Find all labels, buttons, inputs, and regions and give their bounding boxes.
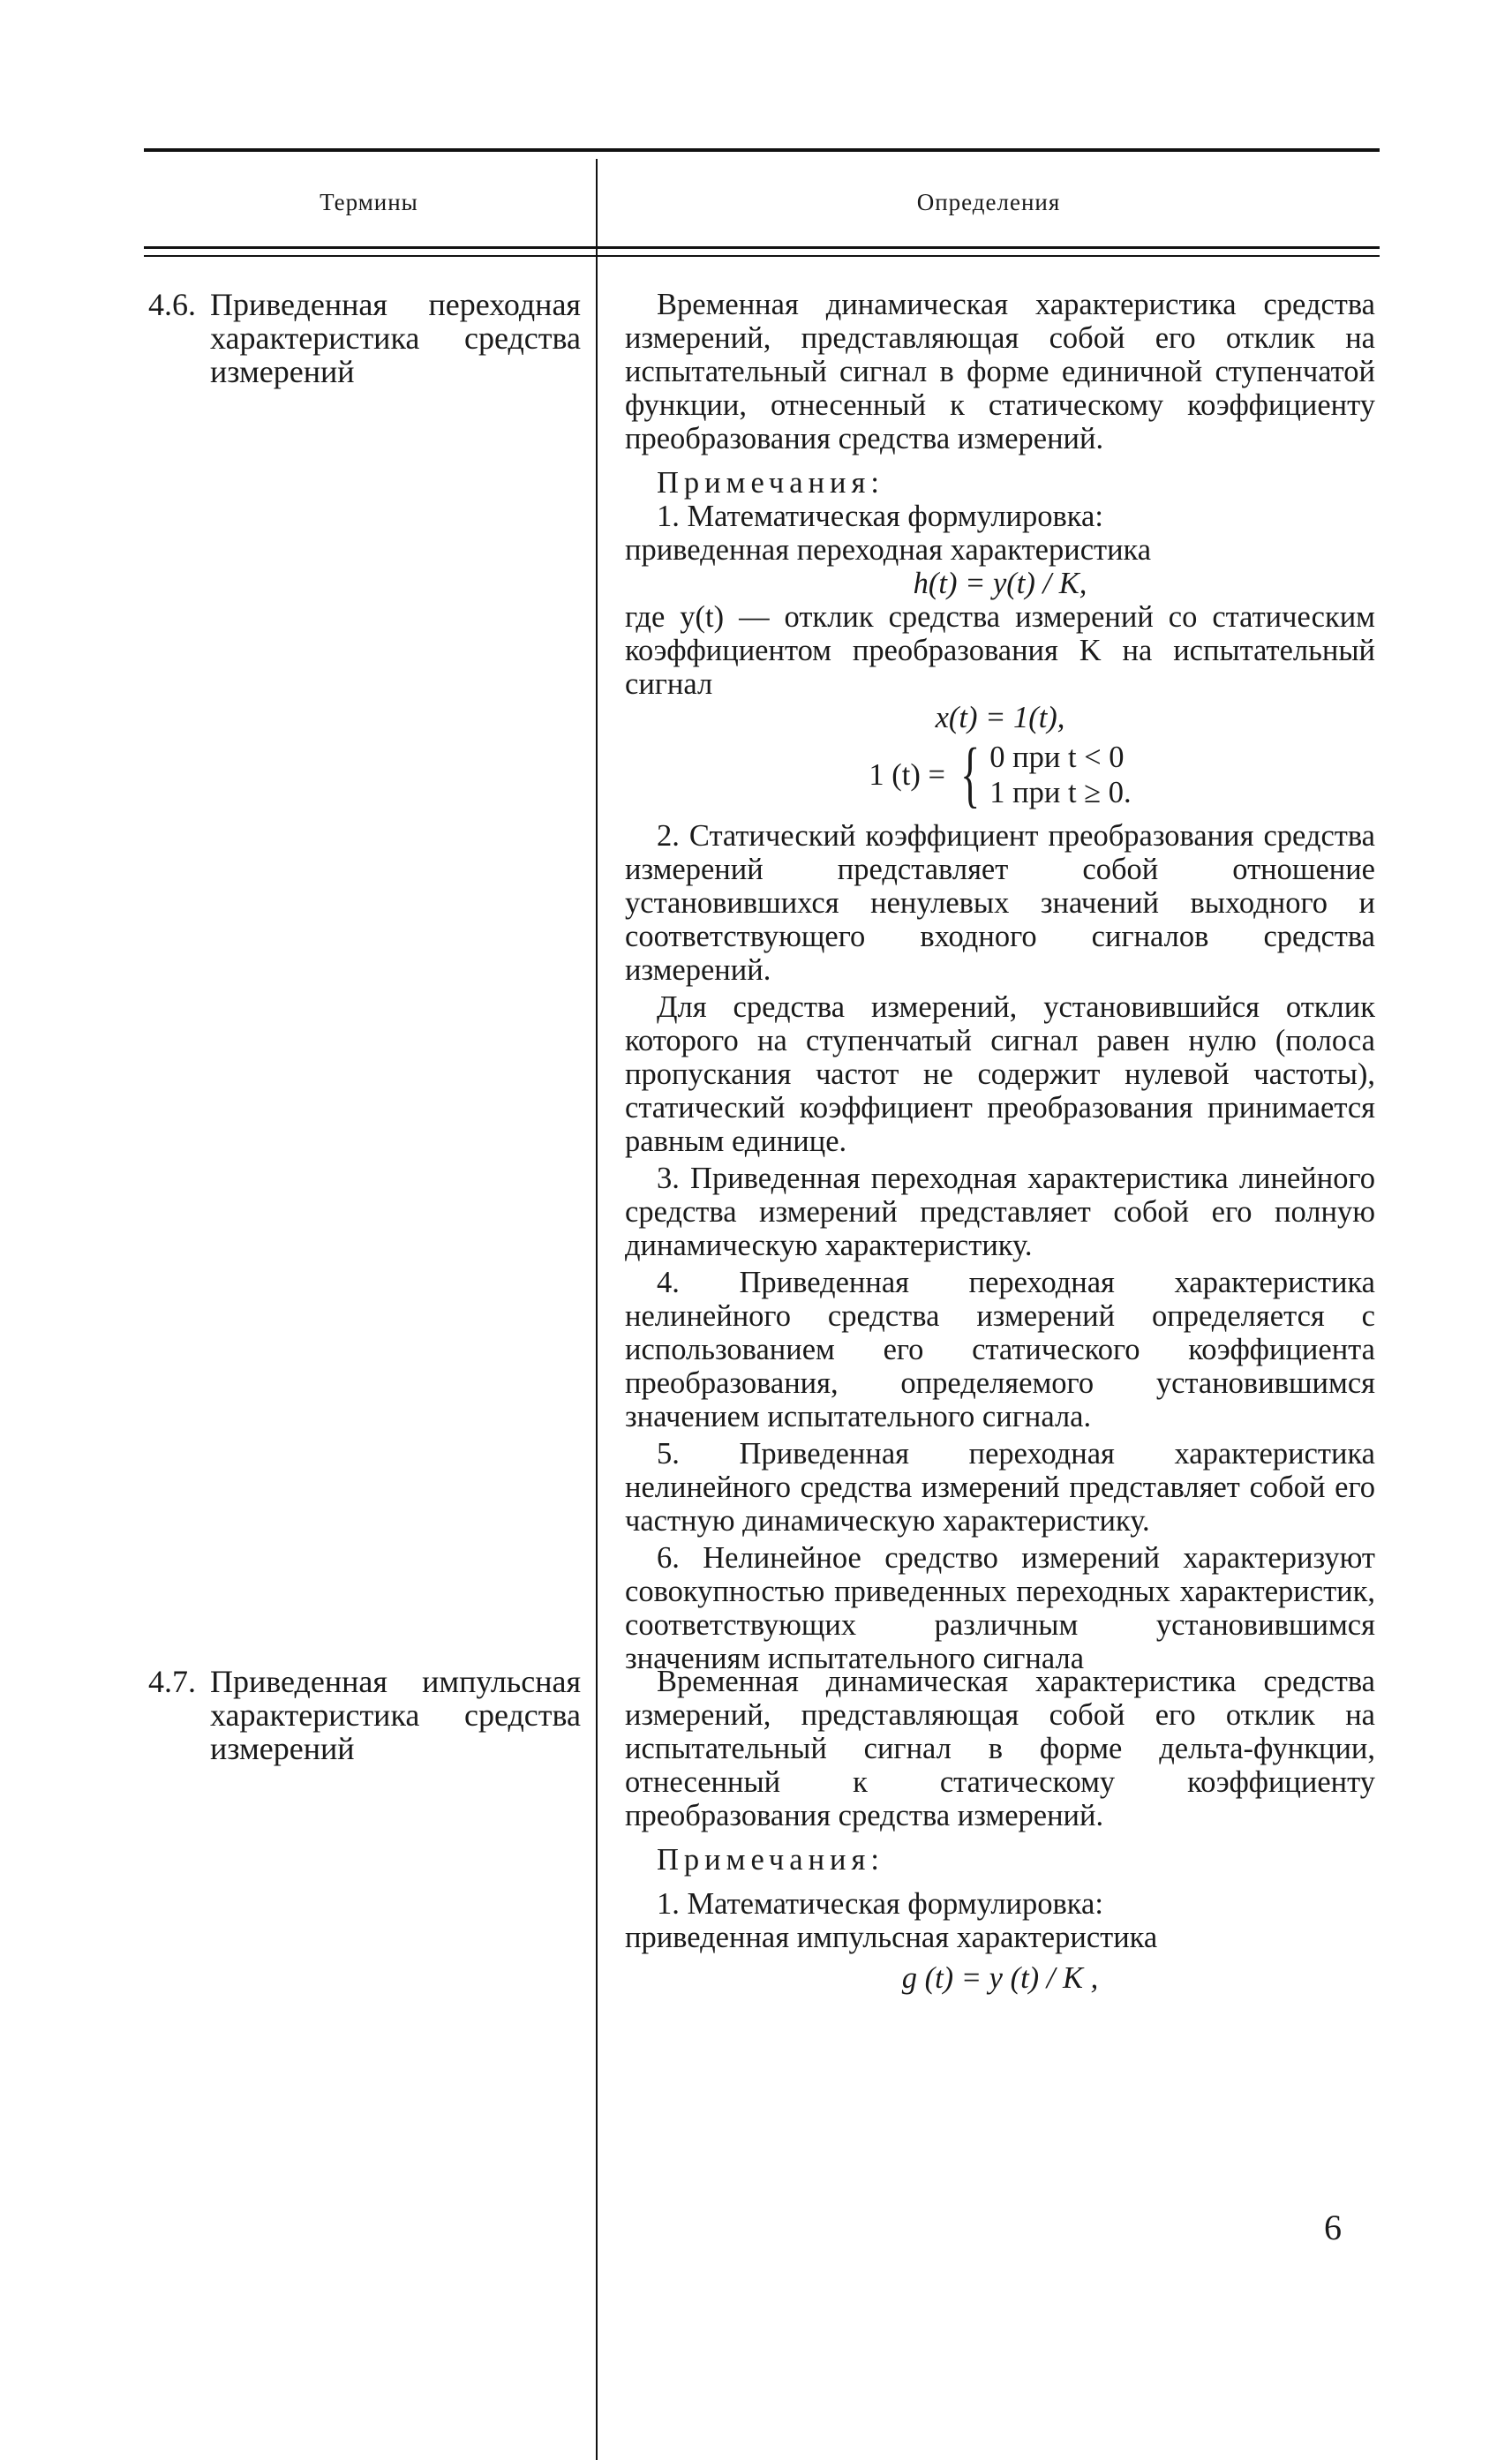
note-1-line: приведенная переходная характеристика	[625, 533, 1152, 567]
definition-text: Временная динамическая характеристика средства измерений, представляющая собой его отклик на испытательный сигнал в форме единичной ступенчатой функции, отнесенный к статическому коэффициенту преобразования средства измерений.	[625, 288, 1375, 455]
formula-h: h(t) = y(t) / K,	[913, 567, 1087, 600]
formula-case-2: 1 при t ≥ 0.	[989, 776, 1132, 809]
formula-x: x(t) = 1(t),	[935, 701, 1065, 734]
note-1-title: 1. Математическая формулировка:	[657, 500, 1103, 533]
definition-text: Временная динамическая характеристика средства измерений, представляющая собой его отклик на испытательный сигнал в форме дельта-функции, отнесенный к статическому коэффициенту преобразования средства измерений.	[625, 1665, 1375, 1832]
where-text: где y(t) — отклик средства измерений со статическим коэффициентом преобразования K на испытательный сигнал	[625, 600, 1375, 701]
term-number: 4.7.	[148, 1664, 196, 1699]
notes-title: Примечания:	[657, 1843, 884, 1877]
notes-title: Примечания:	[657, 466, 884, 500]
note-6: 6. Нелинейное средство измерений характеризуют совокупностью приведенных переходных характеристик, соответствующих различным установившимся значениям испытательного сигнала	[625, 1541, 1375, 1675]
formula-step-lhs: 1 (t) =	[869, 758, 945, 792]
formula-step-function	[625, 733, 1375, 816]
formula-g: g (t) = y (t) / K ,	[901, 1961, 1099, 1995]
term-text: Приведенная импульсная характеристика средства измерений	[210, 1664, 581, 1766]
term-text: Приведенная переходная характеристика средства измерений	[210, 287, 581, 389]
note-5: 5. Приведенная переходная характеристика нелинейного средства измерений представляет собой его частную динамическую характеристику.	[625, 1437, 1375, 1538]
page-number: 6	[1324, 2208, 1342, 2247]
note-1-title: 1. Математическая формулировка:	[657, 1887, 1103, 1921]
formula-case-1: 0 при t < 0	[989, 741, 1125, 774]
definition-4-7	[625, 1665, 1375, 1995]
note-1-line: приведенная импульсная характеристика	[625, 1921, 1158, 1954]
column-header-definitions: Определения	[916, 189, 1061, 215]
term-number: 4.6.	[148, 287, 196, 322]
header-rule	[144, 246, 1380, 249]
note-2-continued: Для средства измерений, установившийся отклик которого на ступенчатый сигнал равен нулю (полоса пропускания частот не содержит нулевой частоты), статический коэффициент преобразования принимается равным единице.	[625, 990, 1375, 1158]
header-rule-double	[144, 255, 1380, 257]
column-header-terms: Термины	[320, 189, 418, 215]
definition-4-6	[625, 288, 1375, 1675]
brace-icon: {	[960, 733, 981, 816]
note-4: 4. Приведенная переходная характеристика нелинейного средства измерений определяется с использованием его статического коэффициента преобразования, определяемого установившимся значением испытательного сигнала.	[625, 1266, 1375, 1433]
note-2: 2. Статический коэффициент преобразования средства измерений представляет собой отношение установившихся ненулевых значений выходного и соответствующего входного сигналов средства измерений.	[625, 819, 1375, 987]
table-top-rule	[144, 148, 1380, 152]
column-divider	[596, 159, 598, 2460]
note-3: 3. Приведенная переходная характеристика линейного средства измерений представляет собой его полную динамическую характеристику.	[625, 1162, 1375, 1262]
